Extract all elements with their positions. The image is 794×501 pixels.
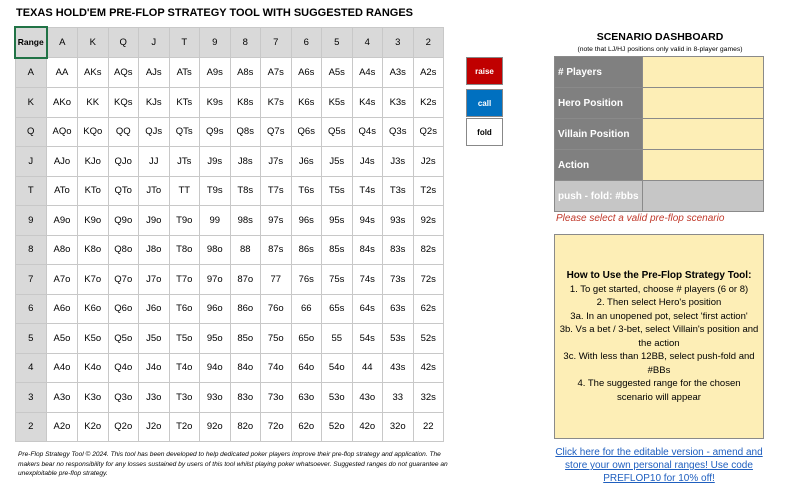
legend-call: call bbox=[466, 89, 503, 117]
action-label: Action bbox=[555, 150, 643, 181]
hand-cell[interactable]: 64s bbox=[352, 294, 383, 324]
hand-cell[interactable]: AJs bbox=[139, 58, 170, 88]
hand-cell[interactable]: A2o bbox=[47, 412, 78, 442]
hand-cell[interactable]: 72s bbox=[413, 265, 444, 295]
hand-cell[interactable]: KJs bbox=[139, 88, 170, 118]
hand-cell[interactable]: J4o bbox=[139, 353, 170, 383]
hand-cell[interactable]: 73o bbox=[261, 383, 292, 413]
hand-cell[interactable]: Q9o bbox=[108, 206, 139, 236]
hand-cell[interactable]: K9s bbox=[200, 88, 231, 118]
column-header: 5 bbox=[322, 27, 353, 58]
dashboard-note: (note that LJ/HJ positions only valid in 8-player games) bbox=[577, 46, 743, 53]
hand-cell[interactable]: K7o bbox=[78, 265, 109, 295]
hand-cell[interactable]: 82o bbox=[230, 412, 261, 442]
column-header: 3 bbox=[383, 27, 414, 58]
hand-cell[interactable]: T6s bbox=[291, 176, 322, 206]
hand-cell[interactable]: 53s bbox=[383, 324, 414, 354]
hand-cell[interactable]: 75s bbox=[322, 265, 353, 295]
column-header: 9 bbox=[200, 27, 231, 58]
hand-cell[interactable]: K2s bbox=[413, 88, 444, 118]
hand-cell[interactable]: ATs bbox=[169, 58, 200, 88]
how-to-step: 4. The suggested range for the chosen scenario will appear bbox=[577, 378, 741, 403]
hand-cell[interactable]: A8o bbox=[47, 235, 78, 265]
row-header: A bbox=[15, 58, 47, 88]
hand-cell[interactable]: 93s bbox=[383, 206, 414, 236]
column-header: 6 bbox=[291, 27, 322, 58]
how-to-heading: How to Use the Pre-Flop Strategy Tool: bbox=[566, 270, 752, 281]
hand-cell[interactable]: QQ bbox=[108, 117, 139, 147]
scenario-warning: Please select a valid pre-flop scenario bbox=[556, 213, 725, 224]
hand-cell[interactable]: T2o bbox=[169, 412, 200, 442]
hand-cell[interactable]: 43s bbox=[383, 353, 414, 383]
hand-cell[interactable]: QTs bbox=[169, 117, 200, 147]
hand-cell[interactable]: 54s bbox=[352, 324, 383, 354]
hand-cell[interactable]: Q5s bbox=[322, 117, 353, 147]
push-fold-select[interactable] bbox=[642, 181, 763, 212]
hand-cell[interactable]: T3s bbox=[383, 176, 414, 206]
legend-raise: raise bbox=[466, 57, 503, 85]
row-header: 3 bbox=[15, 383, 47, 413]
hand-cell[interactable]: ATo bbox=[47, 176, 78, 206]
how-to-step: 3b. Vs a bet / 3-bet, select Villain's position and the action bbox=[559, 324, 759, 349]
hand-cell[interactable]: T9s bbox=[200, 176, 231, 206]
column-header: 2 bbox=[413, 27, 444, 58]
how-to-step: 3c. With less than 12BB, select push-fold and #BBs bbox=[563, 351, 755, 376]
hand-cell[interactable]: 86o bbox=[230, 294, 261, 324]
hand-cell[interactable]: 76o bbox=[261, 294, 292, 324]
hand-cell[interactable]: 97o bbox=[200, 265, 231, 295]
hand-cell[interactable]: Q8o bbox=[108, 235, 139, 265]
hand-cell[interactable]: A2s bbox=[413, 58, 444, 88]
hand-cell[interactable]: A8s bbox=[230, 58, 261, 88]
hand-cell[interactable]: 95o bbox=[200, 324, 231, 354]
hand-cell[interactable]: 43o bbox=[352, 383, 383, 413]
hand-cell[interactable]: Q6s bbox=[291, 117, 322, 147]
push-fold-label: push - fold: #bbs bbox=[555, 181, 643, 212]
how-to-panel bbox=[554, 234, 764, 439]
hand-cell[interactable]: 42o bbox=[352, 412, 383, 442]
hand-cell[interactable]: K8o bbox=[78, 235, 109, 265]
hand-cell[interactable]: A3o bbox=[47, 383, 78, 413]
column-header: A bbox=[47, 27, 78, 58]
hand-cell[interactable]: T8s bbox=[230, 176, 261, 206]
column-header: 7 bbox=[261, 27, 292, 58]
hero-position-label: Hero Position bbox=[555, 88, 643, 119]
hand-cell[interactable]: T5s bbox=[322, 176, 353, 206]
row-header: Q bbox=[15, 117, 47, 147]
hand-cell[interactable]: T8o bbox=[169, 235, 200, 265]
hand-cell[interactable]: AJo bbox=[47, 147, 78, 177]
hand-cell[interactable]: Q2s bbox=[413, 117, 444, 147]
hand-cell[interactable]: Q9s bbox=[200, 117, 231, 147]
column-header: Q bbox=[108, 27, 139, 58]
hand-cell[interactable]: J2s bbox=[413, 147, 444, 177]
players-select[interactable] bbox=[642, 57, 763, 88]
column-header: J bbox=[139, 27, 170, 58]
how-to-step: 1. To get started, choose # players (6 or 8) bbox=[569, 283, 749, 295]
column-header: K bbox=[78, 27, 109, 58]
hand-cell[interactable]: KTs bbox=[169, 88, 200, 118]
hand-cell[interactable]: J9o bbox=[139, 206, 170, 236]
hand-cell[interactable]: J5s bbox=[322, 147, 353, 177]
hand-cell[interactable]: KK bbox=[78, 88, 109, 118]
hand-cell[interactable]: Q8s bbox=[230, 117, 261, 147]
hand-cell[interactable]: 84s bbox=[352, 235, 383, 265]
hand-cell[interactable]: 74o bbox=[261, 353, 292, 383]
hand-cell[interactable]: T5o bbox=[169, 324, 200, 354]
hand-cell[interactable]: A9s bbox=[200, 58, 231, 88]
hand-cell[interactable]: 86s bbox=[291, 235, 322, 265]
hand-cell[interactable]: AQo bbox=[47, 117, 78, 147]
row-header: 7 bbox=[15, 265, 47, 295]
hand-cell[interactable]: J7o bbox=[139, 265, 170, 295]
hand-cell[interactable]: K5o bbox=[78, 324, 109, 354]
action-select[interactable] bbox=[642, 150, 763, 181]
hand-cell[interactable]: 62o bbox=[291, 412, 322, 442]
hand-cell[interactable]: T3o bbox=[169, 383, 200, 413]
hand-cell[interactable]: QTo bbox=[108, 176, 139, 206]
hand-cell[interactable]: 65o bbox=[291, 324, 322, 354]
hand-cell[interactable]: J9s bbox=[200, 147, 231, 177]
hand-cell[interactable]: 93o bbox=[200, 383, 231, 413]
row-header: 9 bbox=[15, 206, 47, 236]
hand-cell[interactable]: AA bbox=[47, 58, 78, 88]
hand-cell[interactable]: K8s bbox=[230, 88, 261, 118]
hand-cell[interactable]: Q4s bbox=[352, 117, 383, 147]
hand-cell[interactable]: T4o bbox=[169, 353, 200, 383]
hand-cell[interactable]: 55 bbox=[322, 324, 353, 354]
hand-cell[interactable]: 63o bbox=[291, 383, 322, 413]
hand-cell[interactable]: 62s bbox=[413, 294, 444, 324]
hand-cell[interactable]: 44 bbox=[352, 353, 383, 383]
hand-cell[interactable]: Q5o bbox=[108, 324, 139, 354]
hand-cell[interactable]: J8s bbox=[230, 147, 261, 177]
hand-cell[interactable]: 83o bbox=[230, 383, 261, 413]
hand-cell[interactable]: T9o bbox=[169, 206, 200, 236]
hand-cell[interactable]: J6o bbox=[139, 294, 170, 324]
hand-cell[interactable]: 98s bbox=[230, 206, 261, 236]
how-to-step: 3a. In an unopened pot, select 'first action' bbox=[570, 310, 748, 322]
legend-fold: fold bbox=[466, 118, 503, 146]
hand-cell[interactable]: 98o bbox=[200, 235, 231, 265]
hand-cell[interactable]: 95s bbox=[322, 206, 353, 236]
hand-cell[interactable]: T7s bbox=[261, 176, 292, 206]
hand-cell[interactable]: J3s bbox=[383, 147, 414, 177]
hand-cell[interactable]: Q7s bbox=[261, 117, 292, 147]
row-header: 2 bbox=[15, 412, 47, 442]
hand-cell[interactable]: T2s bbox=[413, 176, 444, 206]
hand-cell[interactable]: TT bbox=[169, 176, 200, 206]
scenario-dashboard bbox=[554, 56, 764, 212]
hand-cell[interactable]: KQo bbox=[78, 117, 109, 147]
hand-cell[interactable]: 94o bbox=[200, 353, 231, 383]
hand-cell[interactable]: K9o bbox=[78, 206, 109, 236]
row-header: 8 bbox=[15, 235, 47, 265]
hand-cell[interactable]: Q6o bbox=[108, 294, 139, 324]
hand-cell[interactable]: 52s bbox=[413, 324, 444, 354]
hand-cell[interactable]: J5o bbox=[139, 324, 170, 354]
range-corner-cell[interactable]: Range bbox=[15, 27, 47, 58]
row-header: 4 bbox=[15, 353, 47, 383]
hand-cell[interactable]: A5s bbox=[322, 58, 353, 88]
hand-cell[interactable]: JJ bbox=[139, 147, 170, 177]
row-header: K bbox=[15, 88, 47, 118]
hand-cell[interactable]: 75o bbox=[261, 324, 292, 354]
hand-cell[interactable]: AKo bbox=[47, 88, 78, 118]
row-header: J bbox=[15, 147, 47, 177]
hand-cell[interactable]: 77 bbox=[261, 265, 292, 295]
hand-cell[interactable]: T7o bbox=[169, 265, 200, 295]
hand-cell[interactable]: 54o bbox=[322, 353, 353, 383]
hand-cell[interactable]: K4o bbox=[78, 353, 109, 383]
hand-cell[interactable]: 32o bbox=[383, 412, 414, 442]
hand-cell[interactable]: 73s bbox=[383, 265, 414, 295]
hand-cell[interactable]: J6s bbox=[291, 147, 322, 177]
hand-cell[interactable]: AKs bbox=[78, 58, 109, 88]
hand-cell[interactable]: T4s bbox=[352, 176, 383, 206]
hand-cell[interactable]: A3s bbox=[383, 58, 414, 88]
column-header: 8 bbox=[230, 27, 261, 58]
hand-cell[interactable]: 66 bbox=[291, 294, 322, 324]
hand-cell[interactable]: Q3o bbox=[108, 383, 139, 413]
hand-cell[interactable]: K7s bbox=[261, 88, 292, 118]
hand-cell[interactable]: A7s bbox=[261, 58, 292, 88]
hand-cell[interactable]: A6s bbox=[291, 58, 322, 88]
dashboard-title: SCENARIO DASHBOARD bbox=[596, 31, 724, 43]
column-header: T bbox=[169, 27, 200, 58]
hand-cell[interactable]: 83s bbox=[383, 235, 414, 265]
column-header: 4 bbox=[352, 27, 383, 58]
hand-cell[interactable]: K3o bbox=[78, 383, 109, 413]
hand-cell[interactable]: 99 bbox=[200, 206, 231, 236]
hand-cell[interactable]: JTo bbox=[139, 176, 170, 206]
hand-cell[interactable]: 63s bbox=[383, 294, 414, 324]
hero-position-select[interactable] bbox=[642, 88, 763, 119]
hand-cell[interactable]: A7o bbox=[47, 265, 78, 295]
range-grid bbox=[14, 26, 444, 442]
hand-cell[interactable]: K4s bbox=[352, 88, 383, 118]
hand-cell[interactable]: AQs bbox=[108, 58, 139, 88]
hand-cell[interactable]: 76s bbox=[291, 265, 322, 295]
hand-cell[interactable]: 42s bbox=[413, 353, 444, 383]
hand-cell[interactable]: 64o bbox=[291, 353, 322, 383]
hand-cell[interactable]: K5s bbox=[322, 88, 353, 118]
row-header: 5 bbox=[15, 324, 47, 354]
hand-cell[interactable]: 96o bbox=[200, 294, 231, 324]
hand-cell[interactable]: J4s bbox=[352, 147, 383, 177]
hand-cell[interactable]: K2o bbox=[78, 412, 109, 442]
hand-cell[interactable]: J8o bbox=[139, 235, 170, 265]
hand-cell[interactable]: A9o bbox=[47, 206, 78, 236]
hand-cell[interactable]: J2o bbox=[139, 412, 170, 442]
hand-cell[interactable]: QJo bbox=[108, 147, 139, 177]
hand-cell[interactable]: 52o bbox=[322, 412, 353, 442]
hand-cell[interactable]: Q7o bbox=[108, 265, 139, 295]
hand-cell[interactable]: 96s bbox=[291, 206, 322, 236]
editable-version-link[interactable]: Click here for the editable version - amend and store your own personal ranges! Use code PREFLOP10 for 10% off! bbox=[555, 447, 763, 484]
hand-cell[interactable]: 88 bbox=[230, 235, 261, 265]
hand-cell[interactable]: 87s bbox=[261, 235, 292, 265]
hand-cell[interactable]: KTo bbox=[78, 176, 109, 206]
hand-cell[interactable]: 72o bbox=[261, 412, 292, 442]
how-to-step: 2. Then select Hero's position bbox=[596, 297, 722, 308]
hand-cell[interactable]: J3o bbox=[139, 383, 170, 413]
copyright-disclaimer: Pre-Flop Strategy Tool © 2024. This tool has been developed to help dedicated poker players improve their pre-flop strategy and application. The makers bear no responsibility for any losses sustained by users of this tool whilst playing poker whatsoever. Suggested ranges do not guarantee an unexploitable pre-flop strategy. bbox=[18, 451, 448, 477]
hand-cell[interactable]: A4o bbox=[47, 353, 78, 383]
hand-cell[interactable]: 82s bbox=[413, 235, 444, 265]
hand-cell[interactable]: J7s bbox=[261, 147, 292, 177]
hand-cell[interactable]: Q2o bbox=[108, 412, 139, 442]
hand-cell[interactable]: T6o bbox=[169, 294, 200, 324]
hand-cell[interactable]: 74s bbox=[352, 265, 383, 295]
hand-cell[interactable]: A6o bbox=[47, 294, 78, 324]
hand-cell[interactable]: A4s bbox=[352, 58, 383, 88]
villain-position-label: Villain Position bbox=[555, 119, 643, 150]
hand-cell[interactable]: 65s bbox=[322, 294, 353, 324]
hand-cell[interactable]: 85o bbox=[230, 324, 261, 354]
hand-cell[interactable]: 53o bbox=[322, 383, 353, 413]
hand-cell[interactable]: 97s bbox=[261, 206, 292, 236]
hand-cell[interactable]: 85s bbox=[322, 235, 353, 265]
hand-cell[interactable]: K6s bbox=[291, 88, 322, 118]
players-label: # Players bbox=[555, 57, 643, 88]
villain-position-select[interactable] bbox=[642, 119, 763, 150]
hand-cell[interactable]: K6o bbox=[78, 294, 109, 324]
hand-cell[interactable]: K3s bbox=[383, 88, 414, 118]
hand-cell[interactable]: 84o bbox=[230, 353, 261, 383]
hand-cell[interactable]: 22 bbox=[413, 412, 444, 442]
hand-cell[interactable]: QJs bbox=[139, 117, 170, 147]
hand-cell[interactable]: Q4o bbox=[108, 353, 139, 383]
hand-cell[interactable]: 32s bbox=[413, 383, 444, 413]
hand-cell[interactable]: 92s bbox=[413, 206, 444, 236]
hand-cell[interactable]: A5o bbox=[47, 324, 78, 354]
hand-cell[interactable]: 92o bbox=[200, 412, 231, 442]
hand-cell[interactable]: KQs bbox=[108, 88, 139, 118]
hand-cell[interactable]: 87o bbox=[230, 265, 261, 295]
page-title: TEXAS HOLD'EM PRE-FLOP STRATEGY TOOL WITH SUGGESTED RANGES bbox=[16, 7, 414, 19]
hand-cell[interactable]: JTs bbox=[169, 147, 200, 177]
row-header: 6 bbox=[15, 294, 47, 324]
hand-cell[interactable]: KJo bbox=[78, 147, 109, 177]
hand-cell[interactable]: 94s bbox=[352, 206, 383, 236]
hand-cell[interactable]: 33 bbox=[383, 383, 414, 413]
row-header: T bbox=[15, 176, 47, 206]
hand-cell[interactable]: Q3s bbox=[383, 117, 414, 147]
